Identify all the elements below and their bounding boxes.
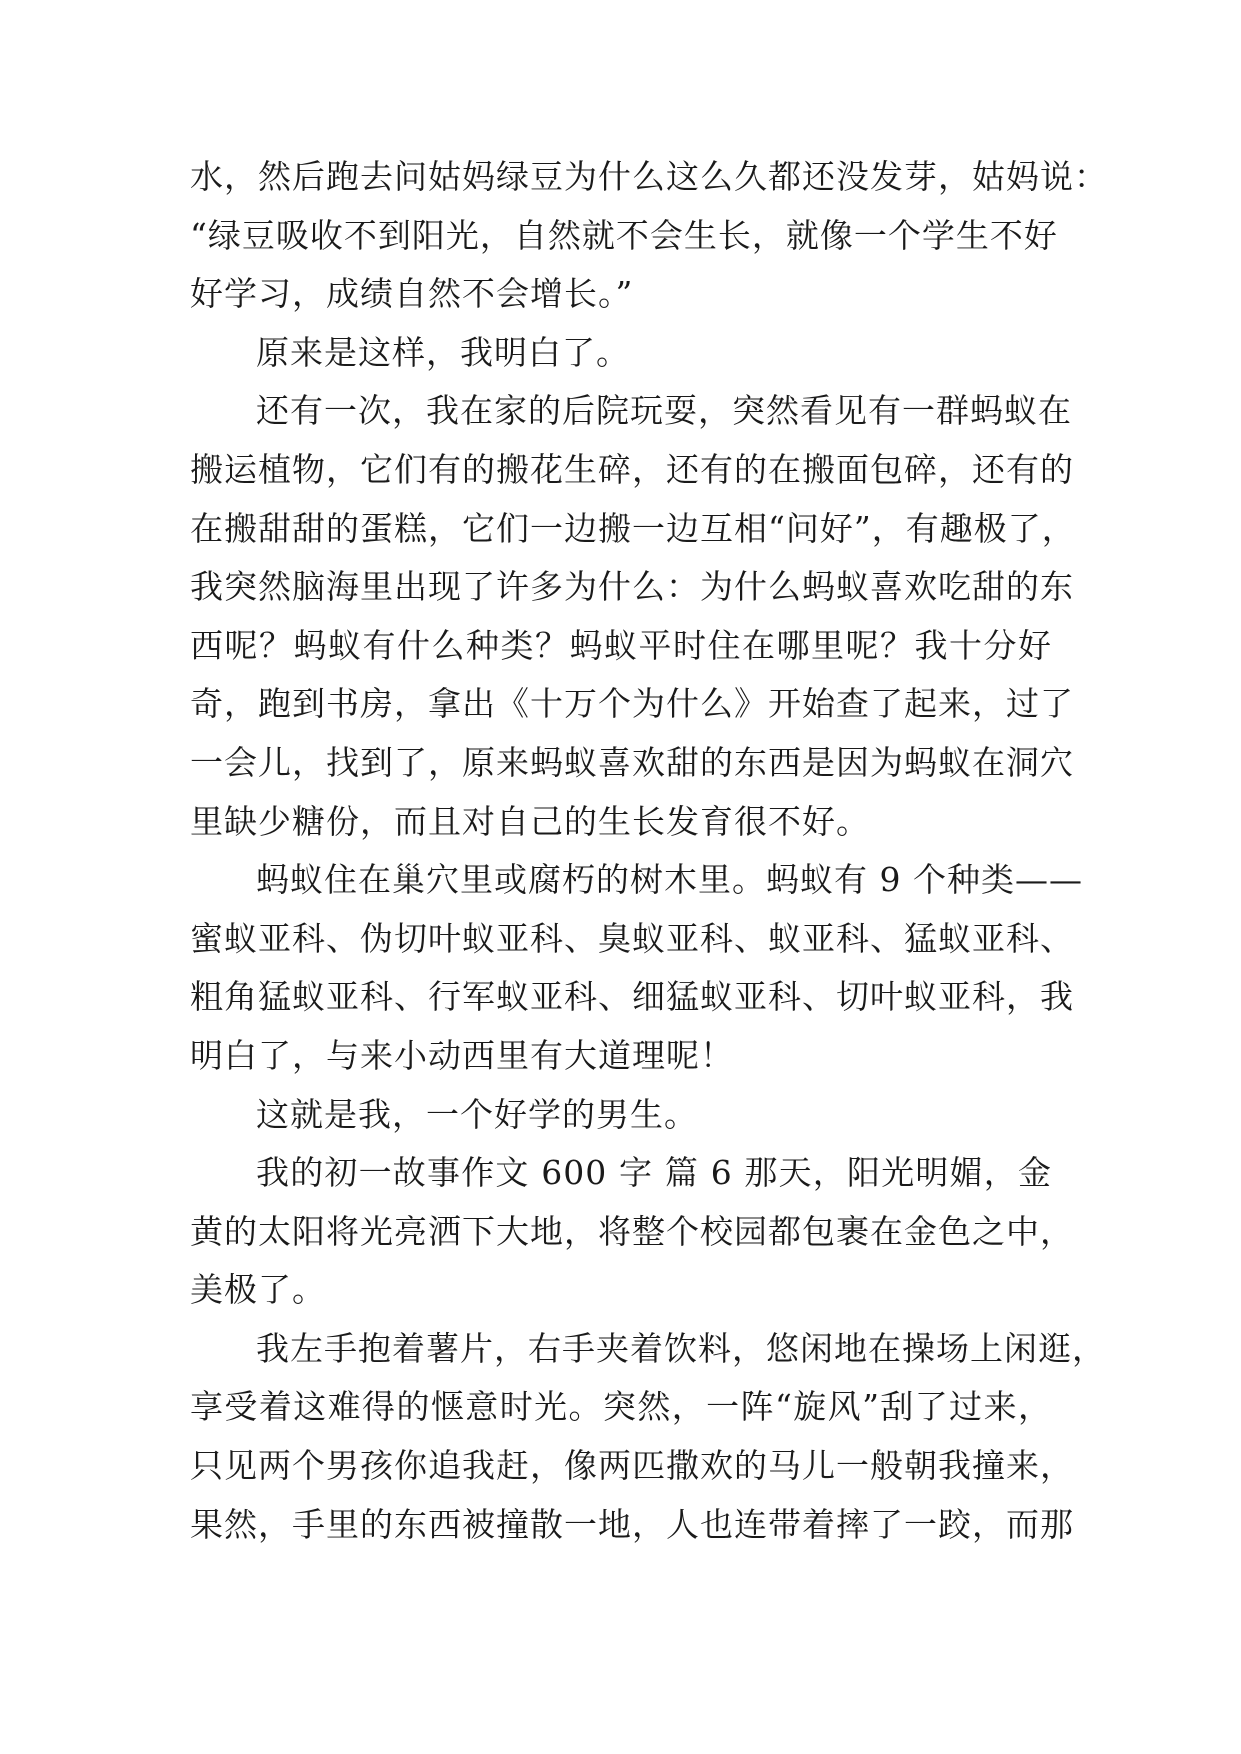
- text-line: 享受着这难得的惬意时光。突然，一阵“旋风”刮了过来，: [190, 1387, 1052, 1427]
- text-line: 在搬甜甜的蛋糕，它们一边搬一边互相“问好”，有趣极了，: [190, 508, 1076, 548]
- text-line: 水，然后跑去问姑妈绿豆为什么这么久都还没发芽，姑妈说：: [190, 157, 1108, 196]
- text-line: 美极了。: [190, 1270, 326, 1310]
- text-line: 西呢？蚂蚁有什么种类？蚂蚁平时住在哪里呢？我十分好: [190, 625, 1052, 665]
- text-line: 还有一次，我在家的后院玩耍，突然看见有一群蚂蚁在: [256, 391, 1072, 431]
- text-line: 只见两个男孩你追我赶，像两匹撒欢的马儿一般朝我撞来，: [190, 1446, 1074, 1486]
- body-text: [190, 148, 1108, 1554]
- text-line: 这就是我，一个好学的男生。: [256, 1094, 698, 1134]
- text-line: “绿豆吸收不到阳光，自然就不会生长，就像一个学生不好: [190, 215, 1058, 255]
- text-line: 粗角猛蚁亚科、行军蚁亚科、细猛蚁亚科、切叶蚁亚科，我: [190, 977, 1074, 1017]
- text-line: 我突然脑海里出现了许多为什么：为什么蚂蚁喜欢吃甜的东: [190, 567, 1074, 607]
- text-line: 好学习，成绩自然不会增长。”: [190, 274, 634, 314]
- text-line: 搬运植物，它们有的搬花生碎，还有的在搬面包碎，还有的: [190, 449, 1074, 489]
- text-line: 奇，跑到书房，拿出《十万个为什么》开始查了起来，过了: [190, 684, 1074, 724]
- text-line: 蜜蚁亚科、伪切叶蚁亚科、臭蚁亚科、蚁亚科、猛蚁亚科、: [190, 918, 1074, 958]
- text-line: 原来是这样，我明白了。: [256, 332, 630, 372]
- text-line: 蚂蚁住在巢穴里或腐朽的树木里。蚂蚁有 9 个种类——: [256, 860, 1083, 900]
- text-line: 明白了，与来小动西里有大道理呢！: [190, 1035, 734, 1075]
- text-line: 一会儿，找到了，原来蚂蚁喜欢甜的东西是因为蚂蚁在洞穴: [190, 742, 1074, 782]
- text-line: 黄的太阳将光亮洒下大地，将整个校园都包裹在金色之中，: [190, 1211, 1074, 1251]
- text-line: 里缺少糖份，而且对自己的生长发育很不好。: [190, 801, 870, 841]
- text-line: 果然，手里的东西被撞散一地，人也连带着摔了一跤，而那: [190, 1504, 1074, 1544]
- text-line: 我左手抱着薯片，右手夹着饮料，悠闲地在操场上闲逛，: [256, 1328, 1106, 1368]
- text-line: 我的初一故事作文 600 字 篇 6 那天，阳光明媚，金: [256, 1153, 1052, 1193]
